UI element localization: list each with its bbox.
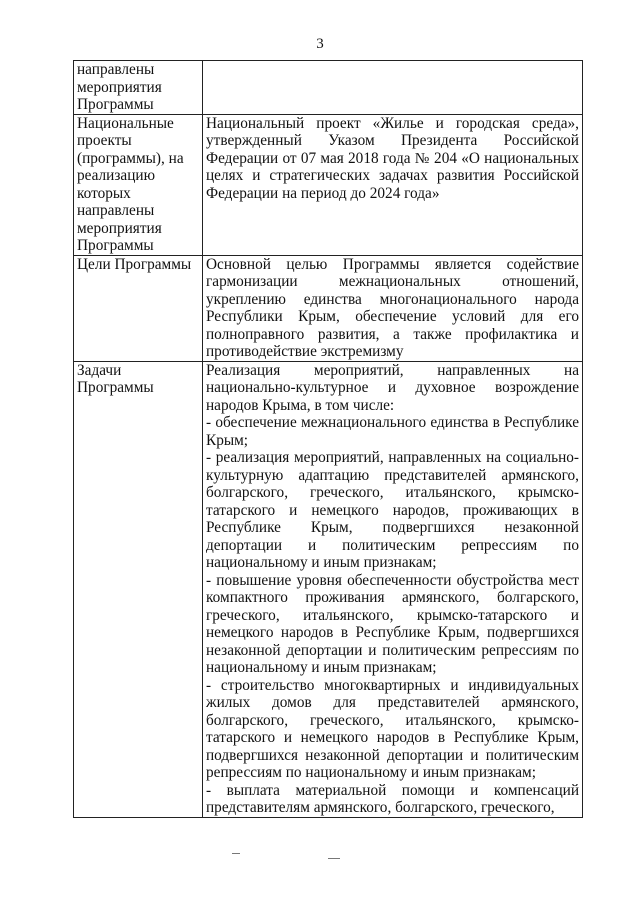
row-paragraph: - обеспечение межнационального единства в Республике Крым; [206, 414, 579, 449]
table-row [74, 61, 583, 115]
row-label: Цели Программы [74, 255, 203, 361]
row-paragraph: Национальный проект «Жилье и городская среда», утвержденный Указом Президента Российской Федерации от 07 мая 2018 года № 204 «О национальных целях и стратегических задачах развития Российской Федерации на период до 2024 года» [206, 114, 579, 202]
page-number: 3 [316, 36, 324, 52]
row-label: Национальные проекты (программы), на реализацию которых направлены мероприятия Программы [74, 114, 203, 255]
row-label: направлены мероприятия Программы [74, 61, 203, 115]
row-paragraph: - повышение уровня обеспеченности обустройства мест компактного проживания армянского, болгарского, греческого, итальянского, крымско-татарского и немецкого народов в Республике Крым, подвергшихся незаконной депортации и политическим репрессиям по национальному и иным признакам; [206, 571, 579, 676]
row-value [203, 361, 583, 817]
row-value [203, 61, 583, 115]
table-row [74, 114, 583, 255]
row-paragraph: Реализация мероприятий, направленных на национально-культурное и духовное возрождение народов Крыма, в том числе: [206, 361, 579, 414]
program-passport-table [73, 60, 583, 818]
row-paragraph: Основной целью Программы является содействие гармонизации межнациональных отношений, укреплению единства многонационального народа Республики Крым, обеспечение условий для его полноправного развития, а также профилактика и противодействие экстремизму [206, 255, 579, 360]
table-row [74, 255, 583, 361]
row-paragraph: - строительство многоквартирных и индивидуальных жилых домов для представителей армянского, болгарского, греческого, итальянского, крымско-татарского и немецкого народов в Республике Крым, подвергшихся незаконной депортации и политическим репрессиям по национальному и иным признакам; [206, 676, 579, 781]
scan-artifact [328, 858, 340, 859]
row-value [203, 255, 583, 361]
scan-artifact [232, 853, 240, 854]
row-label: Задачи Программы [74, 361, 203, 817]
table-row [74, 361, 583, 817]
row-paragraph: - реализация мероприятий, направленных на социально-культурную адаптацию представителей армянского, болгарского, греческого, итальянского, крымско-татарского и немецкого народов, проживающих в Республике Крым, подвергшихся незаконной депортации и политическим репрессиям по национальному и иным признакам; [206, 449, 579, 571]
row-paragraph: - выплата материальной помощи и компенсаций представителям армянского, болгарского, греческого, [206, 781, 579, 816]
row-value [203, 114, 583, 255]
